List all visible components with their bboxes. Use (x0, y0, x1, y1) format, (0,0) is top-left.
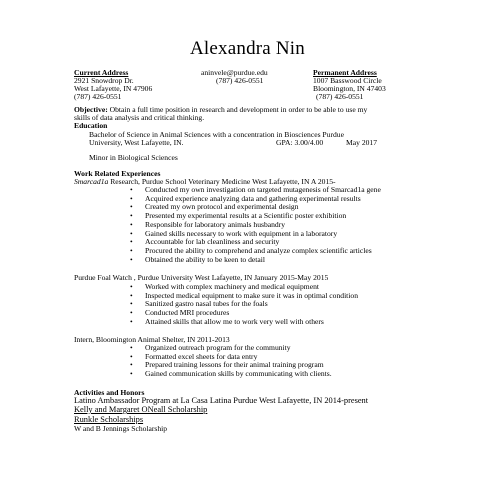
work-header: Work Related Experiences (74, 169, 161, 178)
list-item: • Inspected medical equipment to make sure it was in optimal condition (145, 292, 358, 301)
objective-text2: skills of data analysis and critical thinking. (74, 113, 205, 122)
list-item: • Attained skills that allow me to work very well with others (145, 318, 358, 327)
list-item: • Gained communication skills by communicating with clients. (145, 370, 332, 379)
activity-item: Runkle Scholarships (74, 415, 144, 424)
list-item: • Acquired experience analyzing data and gathering experimental results (145, 195, 381, 204)
list-item: • Created my own protocol and experimental design (145, 203, 381, 212)
list-item: • Worked with complex machinery and medical equipment (145, 283, 358, 292)
list-item: • Conducted MRI procedures (145, 309, 358, 318)
list-item: • Prepared training lessons for their animal training program (145, 361, 332, 370)
education-degree-line2: University, West Lafayette, IN. (89, 138, 184, 147)
contact-phone: (787) 426-0551 (216, 76, 264, 85)
list-item: • Obtained the ability to be keen to detail (145, 256, 381, 265)
education-header: Education (74, 121, 108, 130)
list-item: • Procured the ability to comprehend and analyze complex scientific articles (145, 247, 381, 256)
current-address-header: Current Address (74, 68, 129, 77)
job1-title-rest: Research, Purdue School Veterinary Medicine West Lafayette, IN A 2015- (108, 177, 336, 186)
list-item: • Responsible for laboratory animals husbandry (145, 221, 381, 230)
current-address-line2: West Lafayette, IN 47906 (74, 84, 153, 93)
current-address-phone: (787) 426-0551 (74, 92, 122, 101)
activity-item: Latino Ambassador Program at La Casa Latina Purdue West Lafayette, IN 2014-present (74, 396, 369, 405)
permanent-address-line1: 1007 Basswood Circle (313, 76, 382, 85)
activities-header: Activities and Honors (74, 388, 145, 397)
education-minor: Minor in Biological Sciences (89, 153, 178, 162)
candidate-name: Alexandra Nin (190, 38, 305, 59)
list-item: • Formatted excel sheets for data entry (145, 353, 332, 362)
contact-email: aninvele@purdue.edu (201, 68, 268, 77)
permanent-address-header: Permanent Address (313, 68, 377, 77)
objective-label: Objective: (74, 105, 108, 114)
activity-item: Kelly and Margaret ONeall Scholarship (74, 405, 208, 414)
job2-bullet-list (145, 283, 358, 327)
list-item: • Organized outreach program for the community (145, 344, 332, 353)
objective-text1: Obtain a full time position in research and development in order to be able to use my (107, 105, 368, 114)
education-degree-line1: Bachelor of Science in Animal Sciences with a concentration in Biosciences Purdue (89, 130, 344, 139)
job1-title-italic: Smarcad1a (74, 177, 109, 186)
job3-title: Intern, Bloomington Animal Shelter, IN 2011-2013 (74, 335, 230, 344)
list-item: • Accountable for lab cleanliness and security (145, 238, 381, 247)
activity-item: W and B Jennings Scholarship (74, 424, 168, 433)
job3-bullet-list (145, 344, 332, 379)
job2-title: Purdue Foal Watch , Purdue University West Lafayette, IN January 2015-May 2015 (74, 273, 329, 282)
job1-bullet-list (145, 186, 381, 264)
permanent-address-phone: (787) 426-0551 (316, 92, 364, 101)
list-item: • Conducted my own investigation on targeted mutagenesis of Smarcad1a gene (145, 186, 381, 195)
list-item: • Presented my experimental results at a Scientific poster exhibition (145, 212, 381, 221)
list-item: • Gained skills necessary to work with equipment in a laboratory (145, 230, 381, 239)
current-address-line1: 2921 Snowdrop Dr. (74, 76, 134, 85)
list-item: • Sanitized gastro nasal tubes for the foals (145, 300, 358, 309)
permanent-address-line2: Bloomington, IN 47403 (313, 84, 386, 93)
education-date: May 2017 (346, 138, 378, 147)
education-gpa: GPA: 3.00/4.00 (276, 138, 324, 147)
